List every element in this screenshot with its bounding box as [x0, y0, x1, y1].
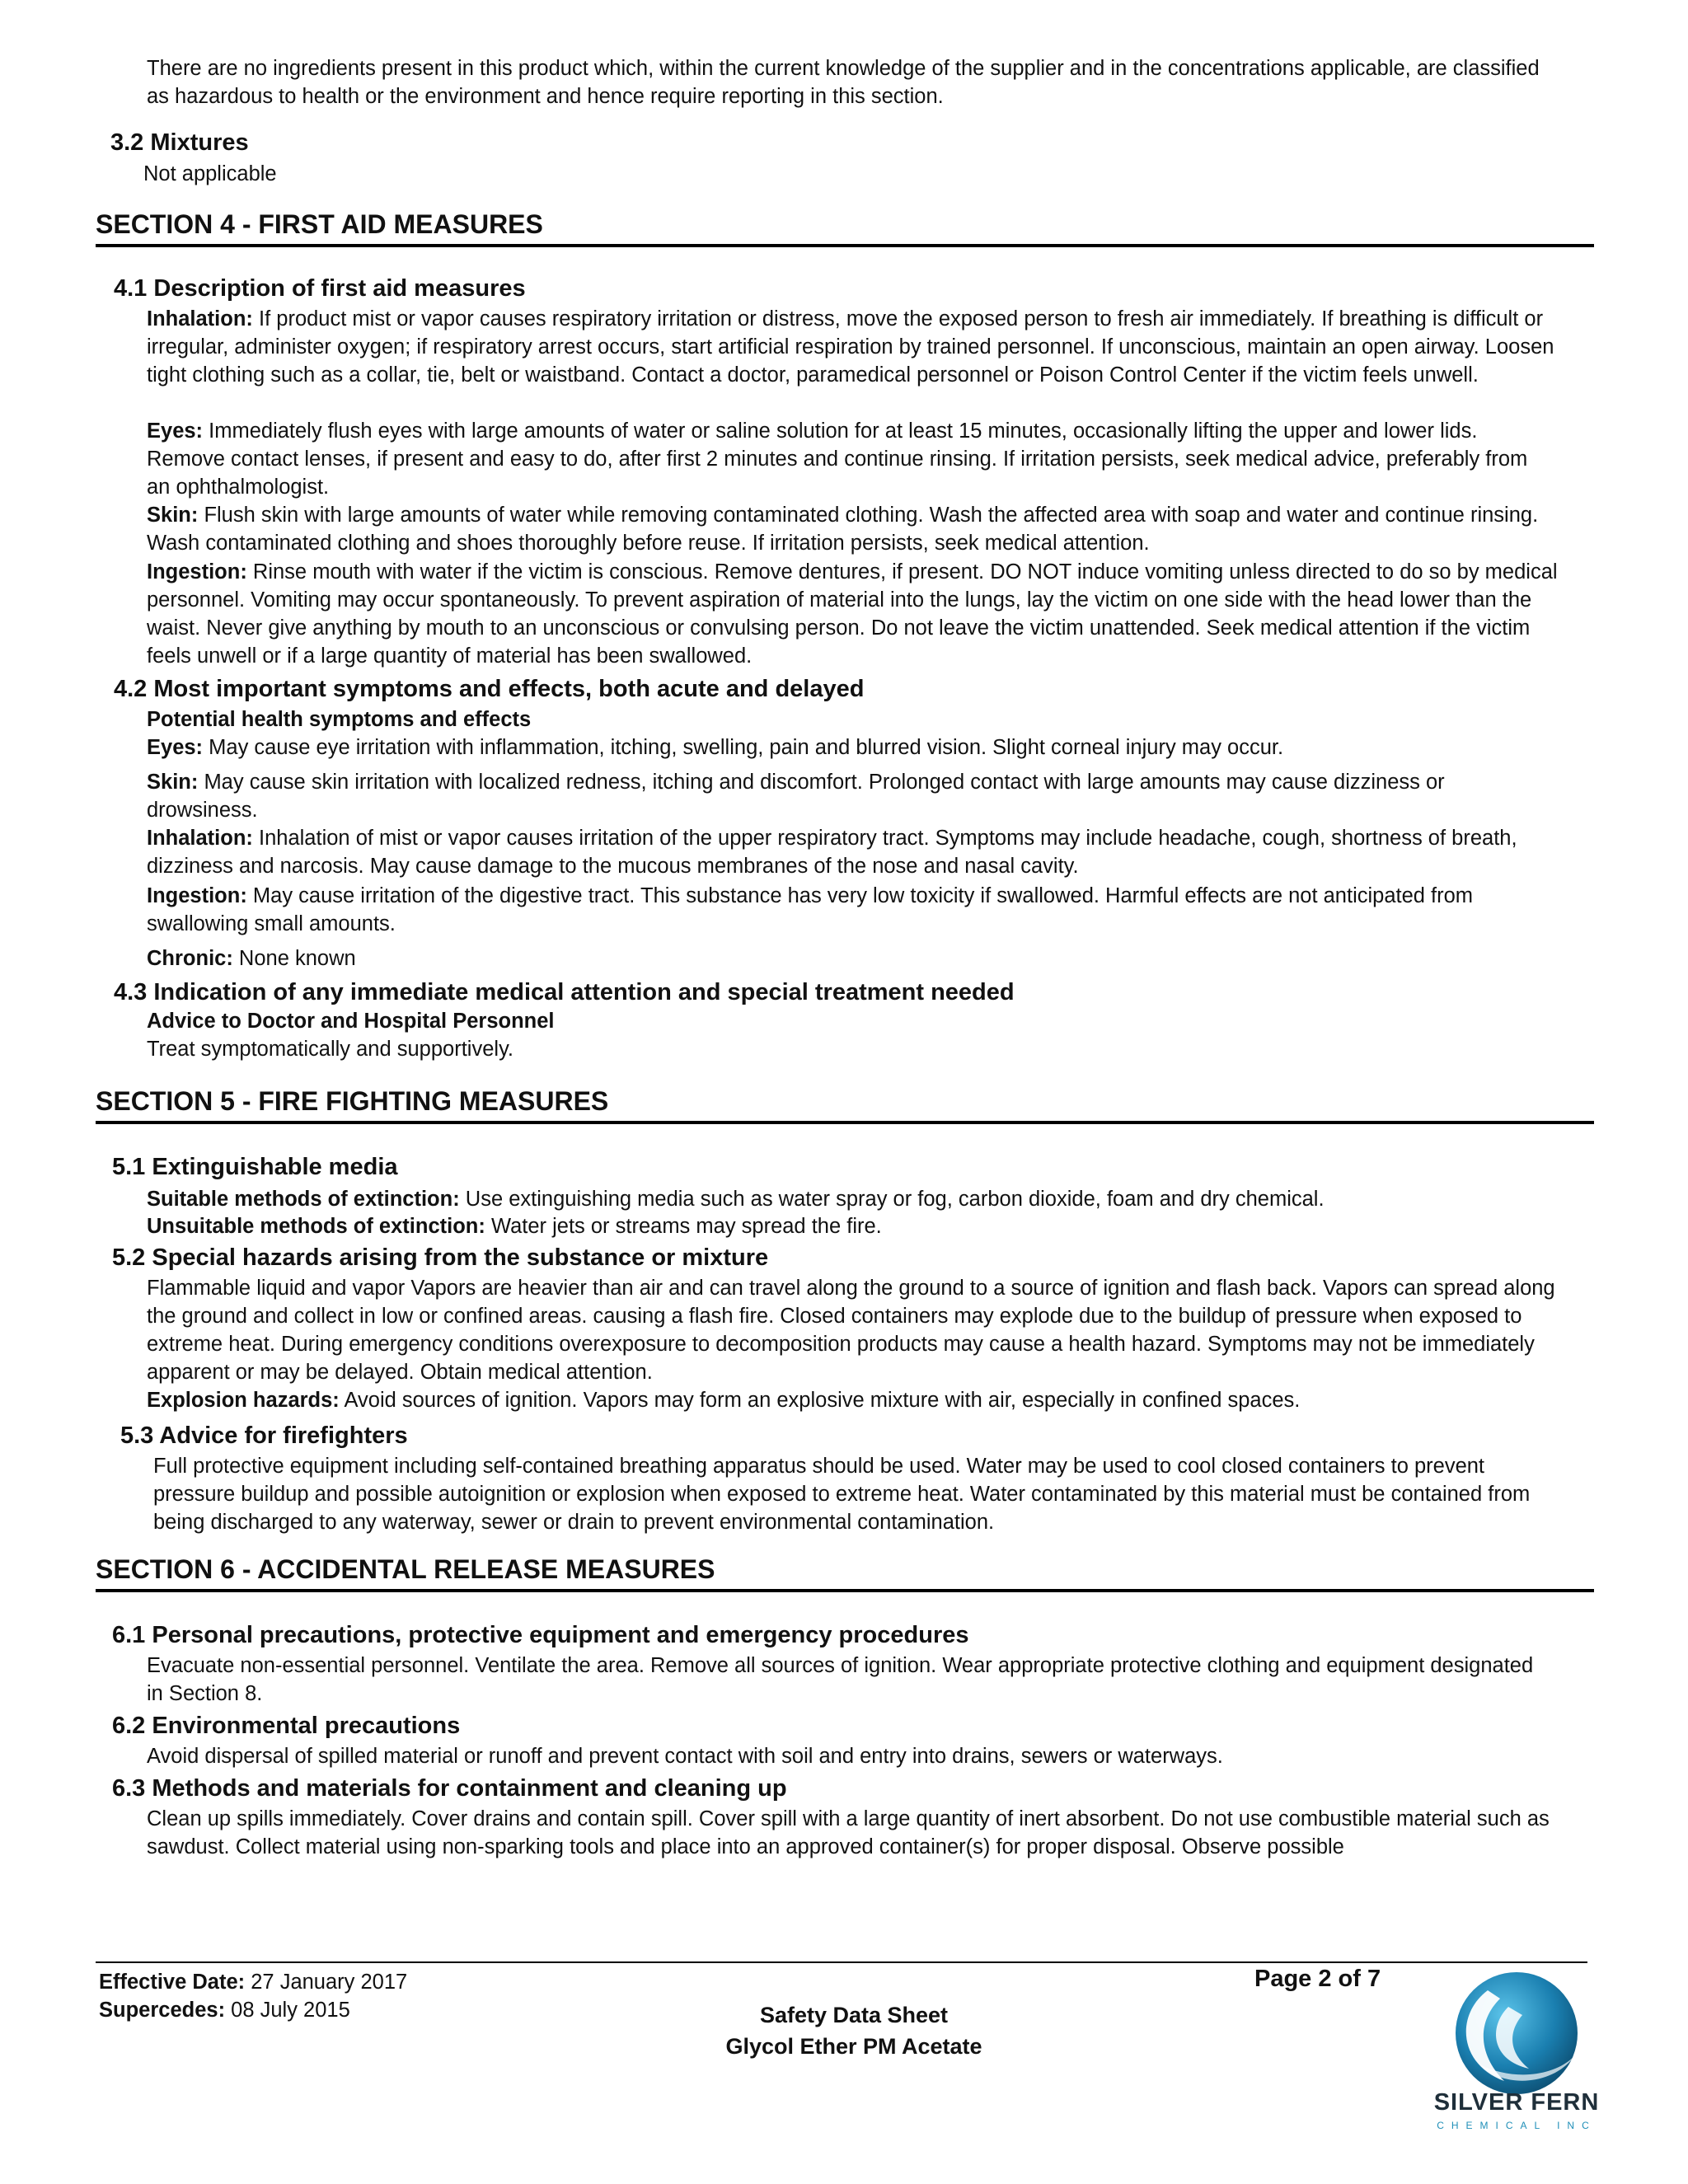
subsection-5-1-title: 5.1 Extinguishable media [112, 1154, 398, 1180]
section-divider [96, 1121, 1594, 1124]
footer-divider [96, 1961, 1587, 1963]
section-divider [96, 1589, 1594, 1592]
subsection-5-3-title: 5.3 Advice for firefighters [120, 1422, 408, 1449]
explosion-label: Explosion hazards: [147, 1389, 340, 1412]
section-divider [96, 244, 1594, 247]
first-aid-skin [147, 501, 1548, 557]
logo-company-subtitle: CHEMICAL INC [1437, 2120, 1597, 2131]
skin-text: Flush skin with large amounts of water while removing contaminated clothing. Wash the affected area with soap and water and continue rinsing. Wash contaminated clothing and shoes thoroughly before reuse. If irritation persists, seek medical attention. [147, 504, 1539, 555]
symptoms-skin [147, 768, 1548, 824]
suitable-label: Suitable methods of extinction: [147, 1188, 460, 1211]
product-name: Glycol Ether PM Acetate [725, 2034, 982, 2059]
section-5-title: SECTION 5 - FIRE FIGHTING MEASURES [96, 1086, 609, 1116]
explosion-text: Avoid sources of ignition. Vapors may form an explosive mixture with air, especially in confined spaces. [344, 1389, 1301, 1412]
page-number: Page 2 of 7 [1254, 1966, 1381, 1992]
first-aid-ingestion [147, 558, 1564, 670]
unsuitable-label: Unsuitable methods of extinction: [147, 1215, 485, 1238]
symptoms-skin-text: May cause skin irritation with localized redness, itching and discomfort. Prolonged contact with large amounts may cause dizziness or drowsiness. [147, 771, 1445, 822]
symptoms-skin-label: Skin: [147, 771, 199, 794]
supercedes-value: 08 July 2015 [231, 1999, 350, 2022]
supercedes-date [99, 1996, 350, 2024]
first-aid-inhalation [147, 305, 1581, 389]
skin-label: Skin: [147, 504, 199, 527]
eyes-label: Eyes: [147, 419, 204, 443]
symptoms-ingestion-label: Ingestion: [147, 884, 247, 907]
symptoms-chronic [147, 944, 356, 972]
unsuitable-text: Water jets or streams may spread the fire. [490, 1215, 882, 1238]
ingestion-text: Rinse mouth with water if the victim is conscious. Remove dentures, if present. DO NOT induce vomiting unless directed to do so by medical personnel. Vomiting may occur spontaneously. To prevent aspiration of material into the lungs, lay the victim on one side with the head lower than the waist. Never give anything by mouth to an unconscious or convulsing person. Do not leave the victim unattended. Seek medical attention if the victim feels unwell or if a large quantity of material has been swallowed. [147, 560, 1558, 668]
suitable-text: Use extinguishing media such as water spray or fog, carbon dioxide, foam and dry chemical. [465, 1188, 1325, 1211]
symptoms-ingestion [147, 882, 1564, 938]
eyes-text: Immediately flush eyes with large amounts of water or saline solution for at least 15 minutes, occasionally lifting the upper and lower lids. Remove contact lenses, if present and easy to do, after first 2 minutes and continue rinsing. If irritation persists, seek medical advice, preferably from an ophthalmologist. [147, 419, 1528, 499]
document-type: Safety Data Sheet [759, 2003, 949, 2027]
symptoms-inhalation [147, 824, 1581, 880]
environmental-precautions-text: Avoid dispersal of spilled material or runoff and prevent contact with soil and entry into drains, sewers or waterways. [147, 1745, 1223, 1768]
ingredients-statement: There are no ingredients present in this product which, within the current knowledge of the supplier and in the concentrations applicable, are classified as hazardous to health or the environment and hence require reporting in this section. [147, 57, 1540, 108]
ingestion-label: Ingestion: [147, 560, 247, 583]
symptoms-subtitle: Potential health symptoms and effects [147, 708, 532, 731]
effective-date-label: Effective Date: [99, 1971, 246, 1994]
symptoms-eyes-label: Eyes: [147, 736, 204, 759]
first-aid-eyes [147, 417, 1556, 501]
symptoms-eyes [147, 733, 1564, 762]
mixtures-text: Not applicable [143, 162, 277, 185]
subsection-4-2-title: 4.2 Most important symptoms and effects, both acute and delayed [114, 676, 865, 702]
symptoms-inhalation-label: Inhalation: [147, 827, 253, 850]
subsection-4-3-title: 4.3 Indication of any immediate medical attention and special treatment needed [114, 979, 1015, 1005]
inhalation-label: Inhalation: [147, 307, 253, 330]
personal-precautions-text: Evacuate non-essential personnel. Ventilate the area. Remove all sources of ignition. Wear appropriate protective clothing and equipment designated in Section 8. [147, 1654, 1534, 1705]
subsection-3-2-title: 3.2 Mixtures [110, 129, 249, 156]
containment-text: Clean up spills immediately. Cover drains and contain spill. Cover spill with a large quantity of inert absorbent. Do not use combustible material such as sawdust. Collect material using non-sparking tools and place into an approved container(s) for proper disposal. Observe possible [147, 1807, 1550, 1858]
effective-date [99, 1968, 407, 1996]
section-6-title: SECTION 6 - ACCIDENTAL RELEASE MEASURES [96, 1554, 715, 1584]
effective-date-value: 27 January 2017 [251, 1971, 408, 1994]
symptoms-ingestion-text: May cause irritation of the digestive tract. This substance has very low toxicity if swallowed. Harmful effects are not anticipated from swallowing small amounts. [147, 884, 1474, 935]
symptoms-chronic-text: None known [238, 947, 356, 970]
subsection-6-1-title: 6.1 Personal precautions, protective equipment and emergency procedures [112, 1622, 969, 1648]
supercedes-label: Supercedes: [99, 1999, 226, 2022]
symptoms-chronic-label: Chronic: [147, 947, 233, 970]
symptoms-inhalation-text: Inhalation of mist or vapor causes irritation of the upper respiratory tract. Symptoms may include headache, cough, shortness of breath, dizziness and narcosis. May cause damage to the mucous membranes of the nose and nasal cavity. [147, 827, 1517, 878]
explosion-hazards [147, 1386, 1564, 1414]
firefighter-advice-text: Full protective equipment including self-contained breathing apparatus should be used. Water may be used to cool closed containers to prevent pressure buildup and possible autoignition or explosion when exposed to extreme heat. Water contaminated by this material must be contained from being discharged to any waterway, sewer or drain to prevent environmental contamination. [153, 1455, 1531, 1534]
section-4-title: SECTION 4 - FIRST AID MEASURES [96, 209, 543, 239]
doctor-advice-text: Treat symptomatically and supportively. [147, 1038, 514, 1061]
subsection-6-3-title: 6.3 Methods and materials for containment and cleaning up [112, 1775, 787, 1802]
suitable-extinction [147, 1185, 1564, 1213]
doctor-advice-subtitle: Advice to Doctor and Hospital Personnel [147, 1010, 555, 1033]
symptoms-eyes-text: May cause eye irritation with inflammation, itching, swelling, pain and blurred vision. Slight corneal injury may occur. [209, 736, 1284, 759]
logo-company-name: SILVER FERN [1433, 2089, 1600, 2116]
unsuitable-extinction [147, 1212, 1564, 1240]
subsection-6-2-title: 6.2 Environmental precautions [112, 1713, 461, 1739]
subsection-4-1-title: 4.1 Description of first aid measures [114, 275, 526, 302]
subsection-5-2-title: 5.2 Special hazards arising from the substance or mixture [112, 1244, 769, 1271]
special-hazards-text: Flammable liquid and vapor Vapors are heavier than air and can travel along the ground to a source of ignition and flash back. Vapors can spread along the ground and collect in low or confined areas. causing a flash fire. Closed containers may explode due to the buildup of pressure when exposed to extreme heat. During emergency conditions overexposure to decomposition products may cause a health hazard. Symptoms may not be immediately apparent or may be delayed. Obtain medical attention. [147, 1277, 1555, 1384]
inhalation-text: If product mist or vapor causes respiratory irritation or distress, move the exposed person to fresh air immediately. If breathing is difficult or irregular, administer oxygen; if respiratory arrest occurs, start artificial respiration by trained personnel. If unconscious, maintain an open airway. Loosen tight clothing such as a collar, tie, belt or waistband. Contact a doctor, paramedical personnel or Poison Control Center if the victim feels unwell. [147, 307, 1554, 387]
